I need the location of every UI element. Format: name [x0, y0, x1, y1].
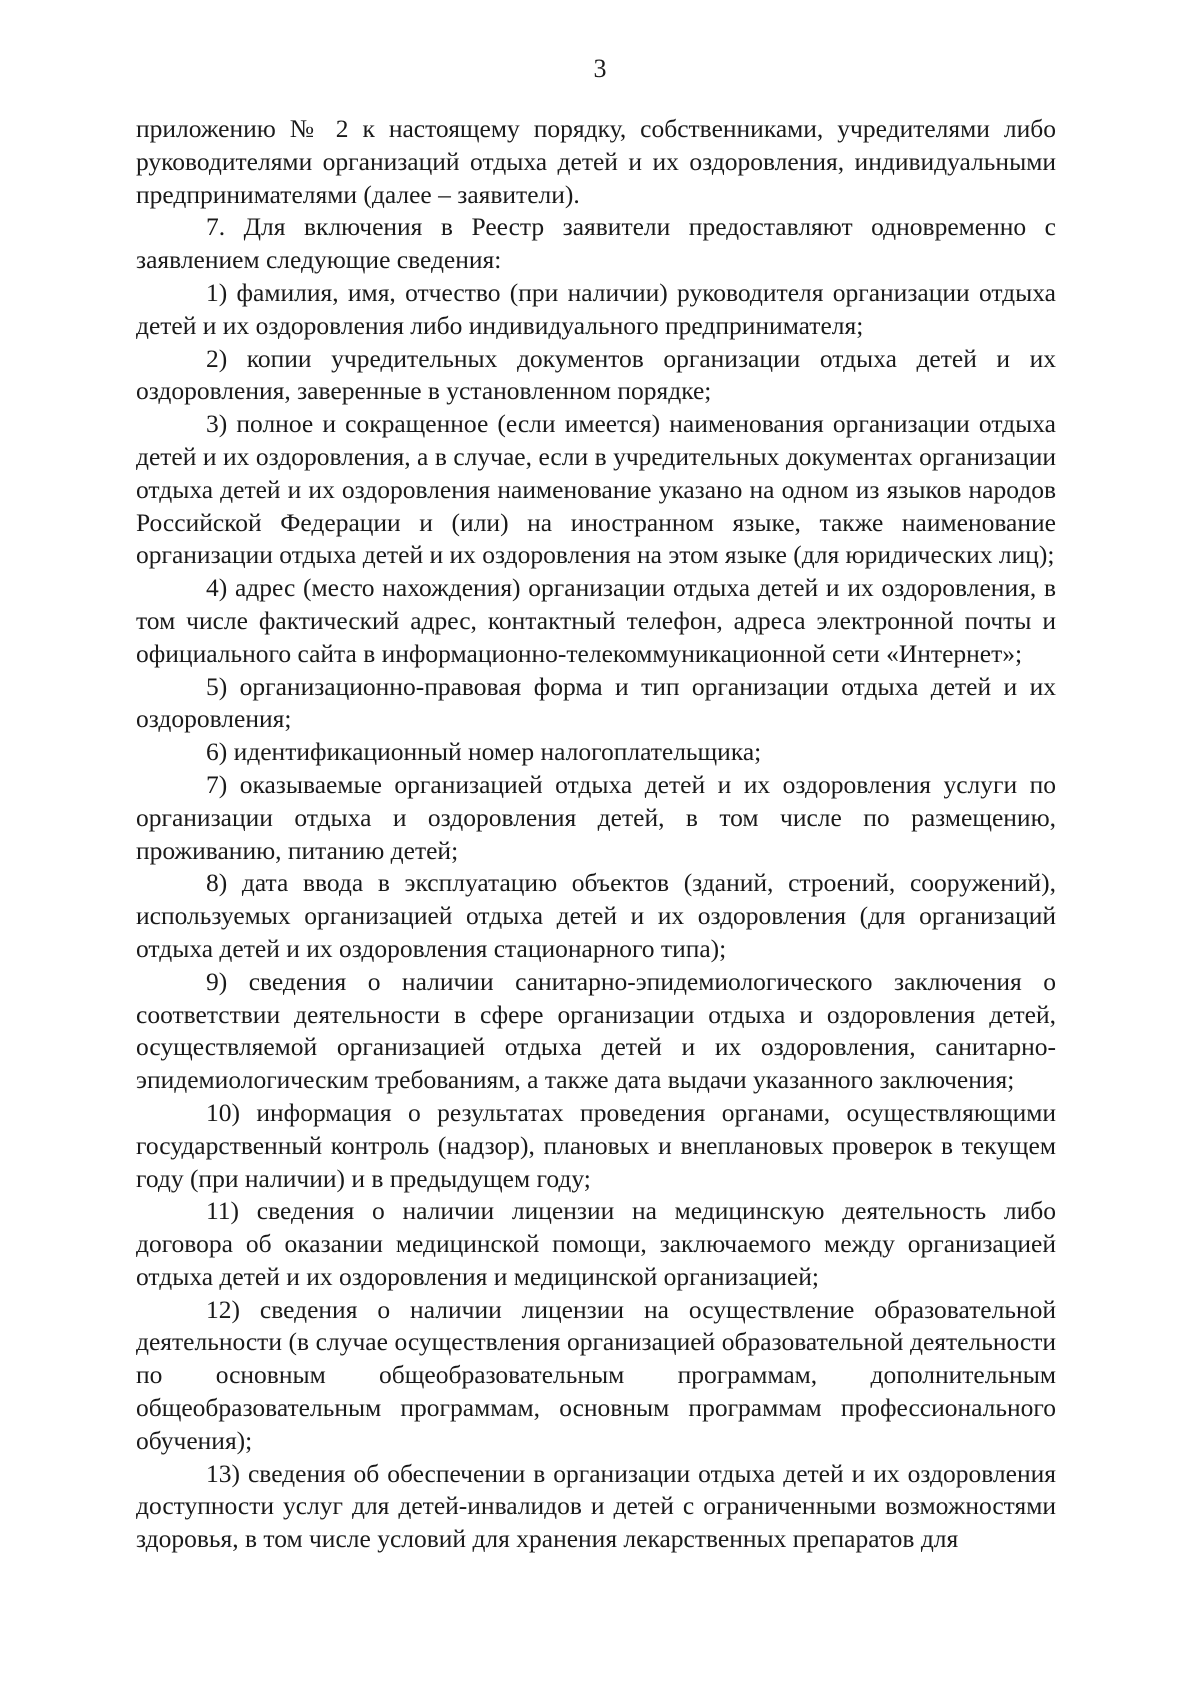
paragraph-continuation: приложению № 2 к настоящему порядку, собственниками, учредителями либо руководителями организаций отдыха детей и их оздоровления, индивидуальными предпринимателями (далее – заявители). — [136, 114, 1056, 209]
list-item-10: 10) информация о результатах проведения органами, осуществляющими государственный контроль (надзор), плановых и внеплановых проверок в текущем году (при наличии) и в предыдущем году; — [136, 1097, 1056, 1193]
document-body — [136, 113, 1056, 1556]
list-item-13: 13) сведения об обеспечении в организации отдыха детей и их оздоровления доступности услуг для детей-инвалидов и детей с ограниченными возможностями здоровья, в том числе условий для хранения лекарственных препаратов для — [136, 1458, 1056, 1554]
list-item-7: 7) оказываемые организацией отдыха детей и их оздоровления услуги по организации отдыха и оздоровления детей, в том числе по размещению, проживанию, питанию детей; — [136, 769, 1056, 865]
list-item-5: 5) организационно-правовая форма и тип организации отдыха детей и их оздоровления; — [136, 671, 1056, 734]
list-item-11: 11) сведения о наличии лицензии на медицинскую деятельность либо договора об оказании медицинской помощи, заключаемого между организацией отдыха детей и их оздоровления и медицинской организацией; — [136, 1196, 1056, 1291]
list-item-6: 6) идентификационный номер налогоплательщика; — [206, 737, 762, 767]
list-item-2: 2) копии учредительных документов организации отдыха детей и их оздоровления, заверенные в установленном порядке; — [136, 343, 1056, 406]
list-item-8: 8) дата ввода в эксплуатацию объектов (зданий, строений, сооружений), используемых организацией отдыха детей и их оздоровления (для организаций отдыха детей и их оздоровления стационарного типа); — [136, 868, 1056, 963]
list-item-9: 9) сведения о наличии санитарно-эпидемиологического заключения о соответствии деятельности в сфере организации отдыха и оздоровления детей, осуществляемой организацией отдыха детей и их оздоровления, санитарно-эпидемиологическим требованиям, а также дата выдачи указанного заключения; — [136, 966, 1056, 1095]
list-item-1: 1) фамилия, имя, отчество (при наличии) руководителя организации отдыха детей и их оздоровления либо индивидуального предпринимателя; — [136, 277, 1056, 340]
paragraph-item-7: 7. Для включения в Реестр заявители предоставляют одновременно с заявлением следующие сведения: — [136, 212, 1056, 275]
list-item-3: 3) полное и сокращенное (если имеется) наименования организации отдыха детей и их оздоровления, а в случае, если в учредительных документах организации отдыха детей и их оздоровления наименование указано на одном из языков народов Российской Федерации и (или) на иностранном языке, также наименование организации отдыха детей и их оздоровления на этом языке (для юридических лиц); — [136, 409, 1056, 570]
page-number: 3 — [593, 54, 607, 83]
list-item-12: 12) сведения о наличии лицензии на осуществление образовательной деятельности (в случае осуществления организацией образовательной деятельности по основным общеобразовательным программам, дополнительным общеобразовательным программам, основным программам профессионального обучения); — [136, 1294, 1056, 1455]
list-item-4: 4) адрес (место нахождения) организации отдыха детей и их оздоровления, в том числе фактический адрес, контактный телефон, адреса электронной почты и официального сайта в информационно-телекоммуникационной сети «Интернет»; — [136, 573, 1056, 668]
